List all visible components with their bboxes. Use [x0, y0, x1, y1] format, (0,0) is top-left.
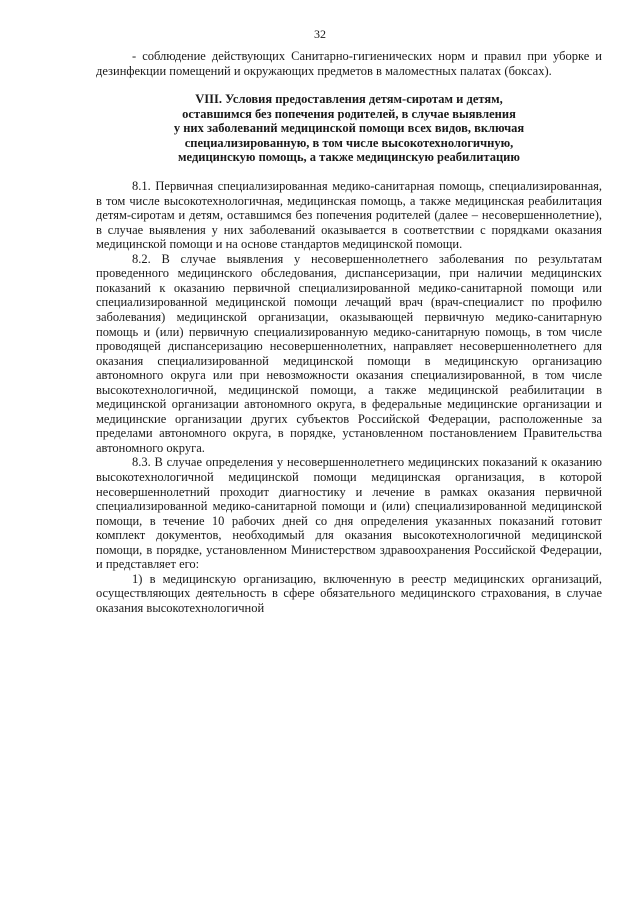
section-heading-line: VIII. Условия предоставления детям-сиротам и детям, [195, 92, 503, 107]
section-heading-line: у них заболеваний медицинской помощи всех видов, включая [173, 121, 525, 136]
page-number: 32 [314, 27, 326, 41]
paragraph-8-3: 8.3. В случае определения у несовершеннолетнего медицинских показаний к оказанию высокотехнологичной медицинской помощи медицинская организация, в которой несовершеннолетний проходит диагностику и лечение в рамках оказания первичной специализированной медико-санитарной помощи и (или) специализированной медицинской помощи, в течение 10 рабочих дней со дня определения указанных показаний готовит комплект документов, необходимый для оказания высокотехнологичной медицинской помощи, в порядке, установленном Министерством здравоохранения Российской Федерации, и представляет его: [96, 455, 602, 572]
document-body [96, 49, 602, 615]
section-heading-line: специализированную, в том числе высокотехнологичную, [184, 135, 514, 150]
paragraph-8-2: 8.2. В случае выявления у несовершеннолетнего заболевания по результатам проведенного медицинского обследования, диспансеризации, при наличии медицинских показаний к оказанию первичной специализированной медико-санитарной помощи или специализированной медицинской помощи лечащий врач (врач-специалист по профилю заболевания) медицинской организации, оказывающей первичную медико-санитарную помощь и (или) первичную специализированную медико-санитарную помощь, в том числе проводящей диспансеризацию несовершеннолетних, направляет несовершеннолетнего для оказания специализированной медицинской помощи в медицинскую организацию автономного округа или при невозможности оказания специализированной, в том числе высокотехнологичной, медицинской помощи, а также медицинской реабилитации в медицинской организации автономного округа, в федеральные медицинские организации и медицинские организации других субъектов Российской Федерации, расположенные за пределами автономного округа, в порядке, установленном постановлением Правительства автономного округа. [96, 251, 602, 455]
section-heading-line: медицинскую помощь, а также медицинскую реабилитацию [178, 150, 520, 165]
section-heading [96, 92, 602, 165]
paragraph-8-3-item-1: 1) в медицинскую организацию, включенную в реестр медицинских организаций, осуществляющих деятельность в сфере обязательного медицинского страхования, в случае оказания высокотехнологичной [96, 571, 602, 615]
paragraph-8-1: 8.1. Первичная специализированная медико-санитарная помощь, специализированная, в том числе высокотехнологичная, медицинская помощь, а также медицинская реабилитация детям-сиротам и детям, оставшимся без попечения родителей (далее – несовершеннолетние), в случае выявления у них заболеваний оказывается в соответствии с порядками оказания медицинской помощи и на основе стандартов медицинской помощи. [96, 179, 602, 252]
section-heading-line: оставшимся без попечения родителей, в случае выявления [182, 106, 516, 121]
intro-paragraph: - соблюдение действующих Санитарно-гигиенических норм и правил при уборке и дезинфекции помещений и окружающих предметов в маломестных палатах (боксах). [96, 49, 602, 78]
